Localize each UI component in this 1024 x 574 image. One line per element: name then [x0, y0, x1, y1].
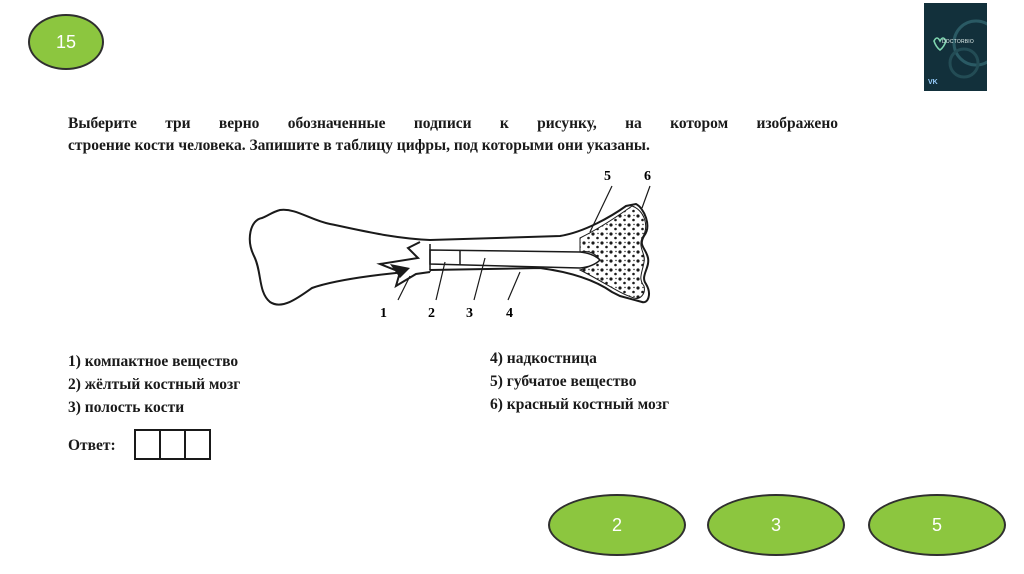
diagram-label-2: 2: [428, 306, 435, 321]
answer-button-first[interactable]: [548, 494, 686, 556]
option-2: 2) жёлтый костный мозг: [68, 376, 241, 393]
question-line-2: строение кости человека. Запишите в таблицу цифры, под которыми они указаны.: [68, 137, 650, 154]
answer-table: [134, 429, 209, 460]
diagram-label-1: 1: [380, 306, 387, 321]
option-1: 1) компактное вещество: [68, 353, 239, 370]
options-right: [490, 347, 669, 416]
bone-structure-diagram: [240, 160, 680, 330]
answer-cell-1[interactable]: [134, 429, 161, 460]
option-5: 5) губчатое вещество: [490, 373, 637, 390]
diagram-label-4: 4: [506, 306, 513, 321]
question-text: [68, 113, 838, 157]
logo-graphic-icon: [924, 3, 987, 91]
doctorbio-logo: [924, 3, 987, 91]
option-6: 6) красный костный мозг: [490, 396, 669, 413]
vk-icon[interactable]: VK: [928, 79, 938, 86]
answer-button-first-label: 2: [611, 514, 622, 535]
slide-number-badge: [28, 14, 104, 70]
diagram-label-6: 6: [644, 169, 651, 184]
answer-button-second-label: 3: [770, 514, 781, 535]
answer-cell-2[interactable]: [159, 429, 186, 460]
options-left: [68, 350, 240, 419]
answer-button-third[interactable]: [868, 494, 1006, 556]
question-line-1: Выберите три верно обозначенные подписи к рисунку, на котором изображено: [68, 115, 838, 132]
diagram-label-3: 3: [466, 306, 473, 321]
option-4: 4) надкостница: [490, 350, 597, 367]
marrow-cavity: [430, 250, 600, 268]
slide-number-text: 15: [55, 31, 77, 52]
diagram-label-5: 5: [604, 169, 611, 184]
answer-cell-3[interactable]: [184, 429, 211, 460]
answer-button-second[interactable]: [707, 494, 845, 556]
option-3: 3) полость кости: [68, 399, 185, 416]
answer-button-third-label: 5: [931, 514, 942, 535]
spongy-bone: [580, 206, 646, 298]
logo-brand-text: DOCTORBIO: [942, 39, 974, 45]
answer-label: Ответ:: [68, 437, 116, 454]
